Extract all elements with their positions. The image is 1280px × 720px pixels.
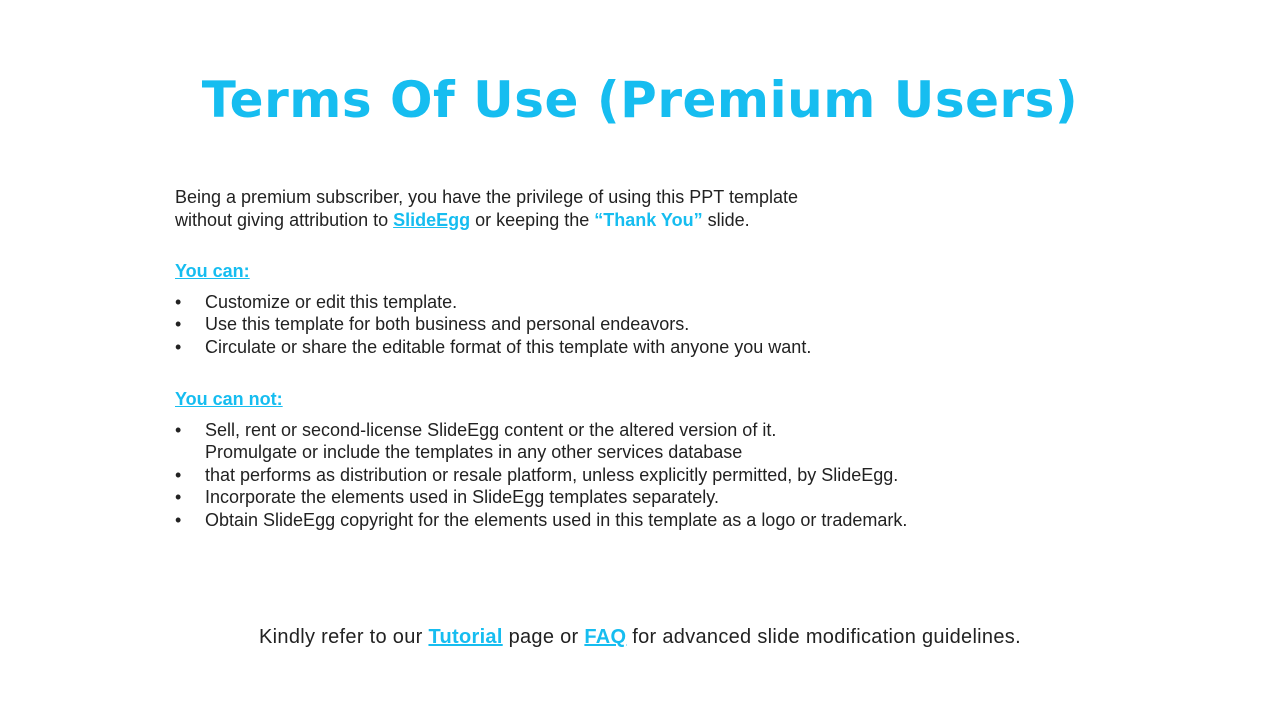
bullet-icon: • <box>175 314 182 334</box>
intro-line2-middle: or keeping the <box>470 209 595 230</box>
list-item-text: Use this template for both business and personal endeavors. <box>205 314 690 334</box>
list-item <box>175 291 1075 314</box>
list-item-text: Promulgate or include the templates in any other services database <box>205 442 743 462</box>
list-item <box>175 509 1075 532</box>
bullet-icon: • <box>175 464 182 485</box>
footer-note <box>0 623 1280 651</box>
intro-line1: Being a premium subscriber, you have the privilege of using this PPT template <box>175 187 798 207</box>
bullet-icon: • <box>175 336 182 357</box>
intro-paragraph <box>175 186 1075 231</box>
list-item-text: Sell, rent or second-license SlideEgg content or the altered version of it. <box>205 419 777 440</box>
list-item-text: that performs as distribution or resale platform, unless explicitly permitted, by SlideEgg. <box>205 464 899 485</box>
bullet-icon: • <box>175 487 182 507</box>
you-can-not-list <box>175 419 1075 532</box>
bullet-icon: • <box>175 291 182 312</box>
intro-line2-suffix: slide. <box>702 209 750 230</box>
page-title: Terms Of Use (Premium Users) <box>201 71 1079 129</box>
list-item-text: Obtain SlideEgg copyright for the elements used in this template as a logo or trademark. <box>205 509 908 530</box>
footer-suffix: for advanced slide modification guidelines. <box>626 626 1021 648</box>
you-can-not-heading: You can not: <box>175 389 283 409</box>
bullet-icon: • <box>175 419 182 440</box>
list-item <box>175 464 1075 487</box>
you-can-list <box>175 291 1075 359</box>
terms-content <box>175 186 1075 531</box>
tutorial-link[interactable]: Tutorial <box>428 626 503 648</box>
list-item-text: Customize or edit this template. <box>205 291 458 312</box>
bullet-icon: • <box>175 509 182 530</box>
list-item-text: Incorporate the elements used in SlideEgg templates separately. <box>205 487 719 507</box>
you-can-heading: You can: <box>175 261 250 281</box>
slideegg-link[interactable]: SlideEgg <box>393 209 471 230</box>
footer-middle: page or <box>502 626 585 648</box>
thank-you-highlight: “Thank You” <box>594 209 703 230</box>
list-item-continuation <box>175 441 1075 464</box>
list-item <box>175 313 1075 336</box>
list-item <box>175 419 1075 442</box>
intro-line2-prefix: without giving attribution to <box>175 209 394 230</box>
faq-link[interactable]: FAQ <box>584 626 627 648</box>
list-item <box>175 336 1075 359</box>
list-item <box>175 486 1075 509</box>
footer-prefix: Kindly refer to our <box>259 626 429 648</box>
list-item-text: Circulate or share the editable format of this template with anyone you want. <box>205 336 812 357</box>
